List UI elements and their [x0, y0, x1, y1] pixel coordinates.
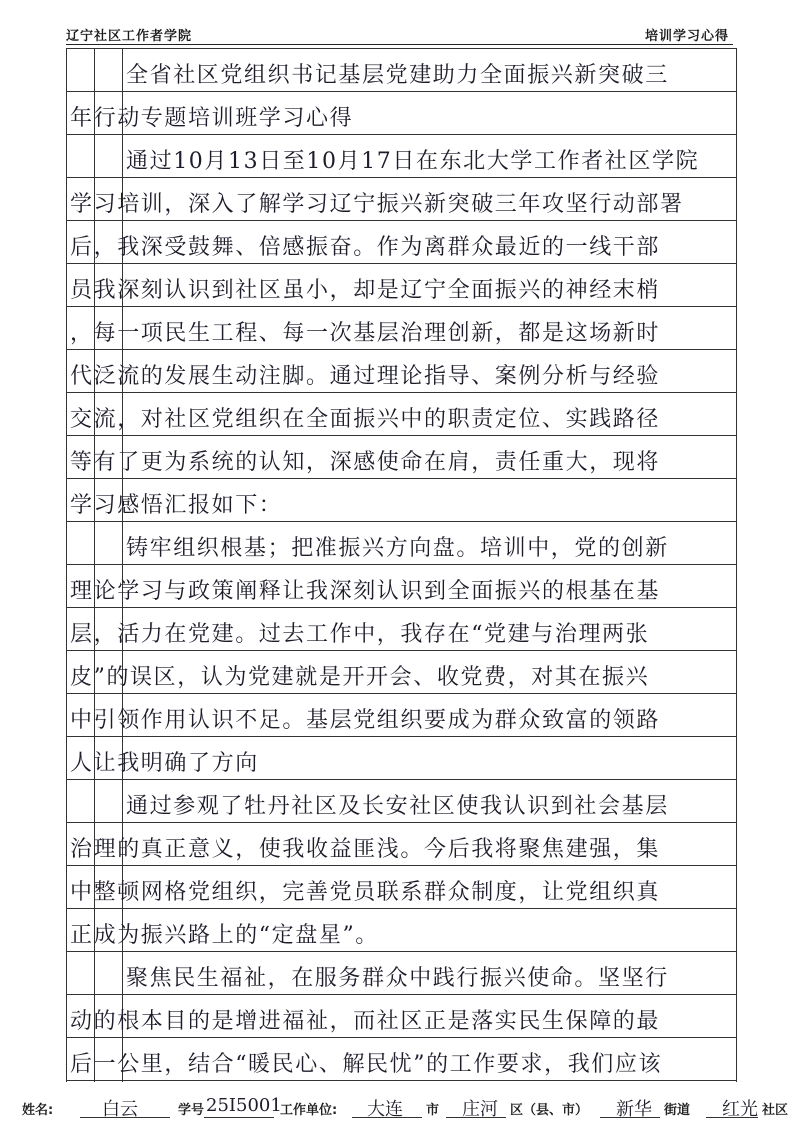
community-underline	[706, 1117, 758, 1118]
text-line: 通过10月13日至10月17日在东北大学工作者社区学院	[126, 149, 700, 174]
unit-label: 工作单位:	[280, 1103, 338, 1118]
text-line: 代泛流的发展生动注脚。通过理论指导、案例分析与经验	[70, 364, 661, 389]
name-underline	[80, 1117, 170, 1118]
text-line: 交流，对社区党组织在全面振兴中的职责定位、实践路径	[70, 407, 661, 432]
street-suffix: 街道	[664, 1103, 691, 1118]
city-suffix: 市	[426, 1103, 440, 1118]
text-line: 皮”的误区，认为党建就是开开会、收党费，对其在振兴	[70, 665, 650, 690]
city-value: 大连	[367, 1099, 403, 1120]
header-rule	[66, 44, 733, 45]
page-heading: 培训学习心得	[644, 29, 729, 44]
school-name: 辽宁社区工作者学院	[66, 29, 193, 44]
street-underline	[600, 1117, 660, 1118]
sheet-right-border	[736, 48, 737, 1082]
text-line: 后一公里，结合“暖民心、解民忧”的工作要求，我们应该	[70, 1052, 663, 1077]
name-label: 姓名:	[22, 1103, 54, 1118]
text-line: 后，我深受鼓舞、倍感振奋。作为离群众最近的一线干部	[70, 235, 661, 260]
text-line: 学习培训，深入了解学习辽宁振兴新突破三年攻坚行动部署	[70, 192, 684, 217]
id-underline	[204, 1117, 274, 1118]
text-line: 通过参观了牡丹社区及长安社区使我认识到社会基层	[126, 794, 669, 819]
text-line: 员我深刻认识到社区虽小，却是辽宁全面振兴的神经末梢	[70, 278, 661, 303]
text-line: 理论学习与政策阐释让我深刻认识到全面振兴的根基在基	[70, 579, 661, 604]
text-line: 中整顿网格党组织，完善党员联系群众制度，让党组织真	[70, 880, 661, 905]
id-value: 25I5001	[206, 1095, 282, 1116]
city-underline	[352, 1117, 422, 1118]
street-value: 新华	[616, 1099, 652, 1120]
text-line: 学习感悟汇报如下：	[70, 493, 283, 518]
district-underline	[446, 1117, 506, 1118]
name-value: 白云	[102, 1099, 138, 1120]
district-value: 庄河	[462, 1099, 498, 1120]
text-line: 正成为振兴路上的“定盘星”。	[70, 923, 379, 948]
text-line: 人让我明确了方向	[70, 751, 259, 776]
id-label: 学号	[178, 1103, 205, 1118]
text-line: 等有了更为系统的认知，深感使命在肩，责任重大，现将	[70, 450, 661, 475]
community-value: 红光	[722, 1099, 758, 1120]
text-line: ，每一项民生工程、每一次基层治理创新，都是这场新时	[70, 321, 661, 346]
signature-footer	[22, 1095, 789, 1121]
text-line: 治理的真正意义，使我收益匪浅。今后我将聚焦建强，集	[70, 837, 661, 862]
text-line: 铸牢组织根基；把准振兴方向盘。培训中，党的创新	[126, 536, 669, 561]
text-line: 聚焦民生福祉，在服务群众中践行振兴使命。坚坚行	[126, 966, 669, 991]
text-line: 全省社区党组织书记基层党建助力全面振兴新突破三	[126, 63, 669, 88]
text-line: 年行动专题培训班学习心得	[70, 106, 354, 131]
sheet-left-border	[66, 48, 67, 1082]
text-line: 中引领作用认识不足。基层党组织要成为群众致富的领路	[70, 708, 661, 733]
district-suffix: 区（县、市）	[510, 1103, 589, 1118]
ruled-line	[66, 48, 736, 49]
text-line: 动的根本目的是增进福祉，而社区正是落实民生保障的最	[70, 1009, 661, 1034]
text-line: 层，活力在党建。过去工作中，我存在“党建与治理两张	[70, 622, 650, 647]
community-suffix: 社区	[762, 1103, 789, 1118]
